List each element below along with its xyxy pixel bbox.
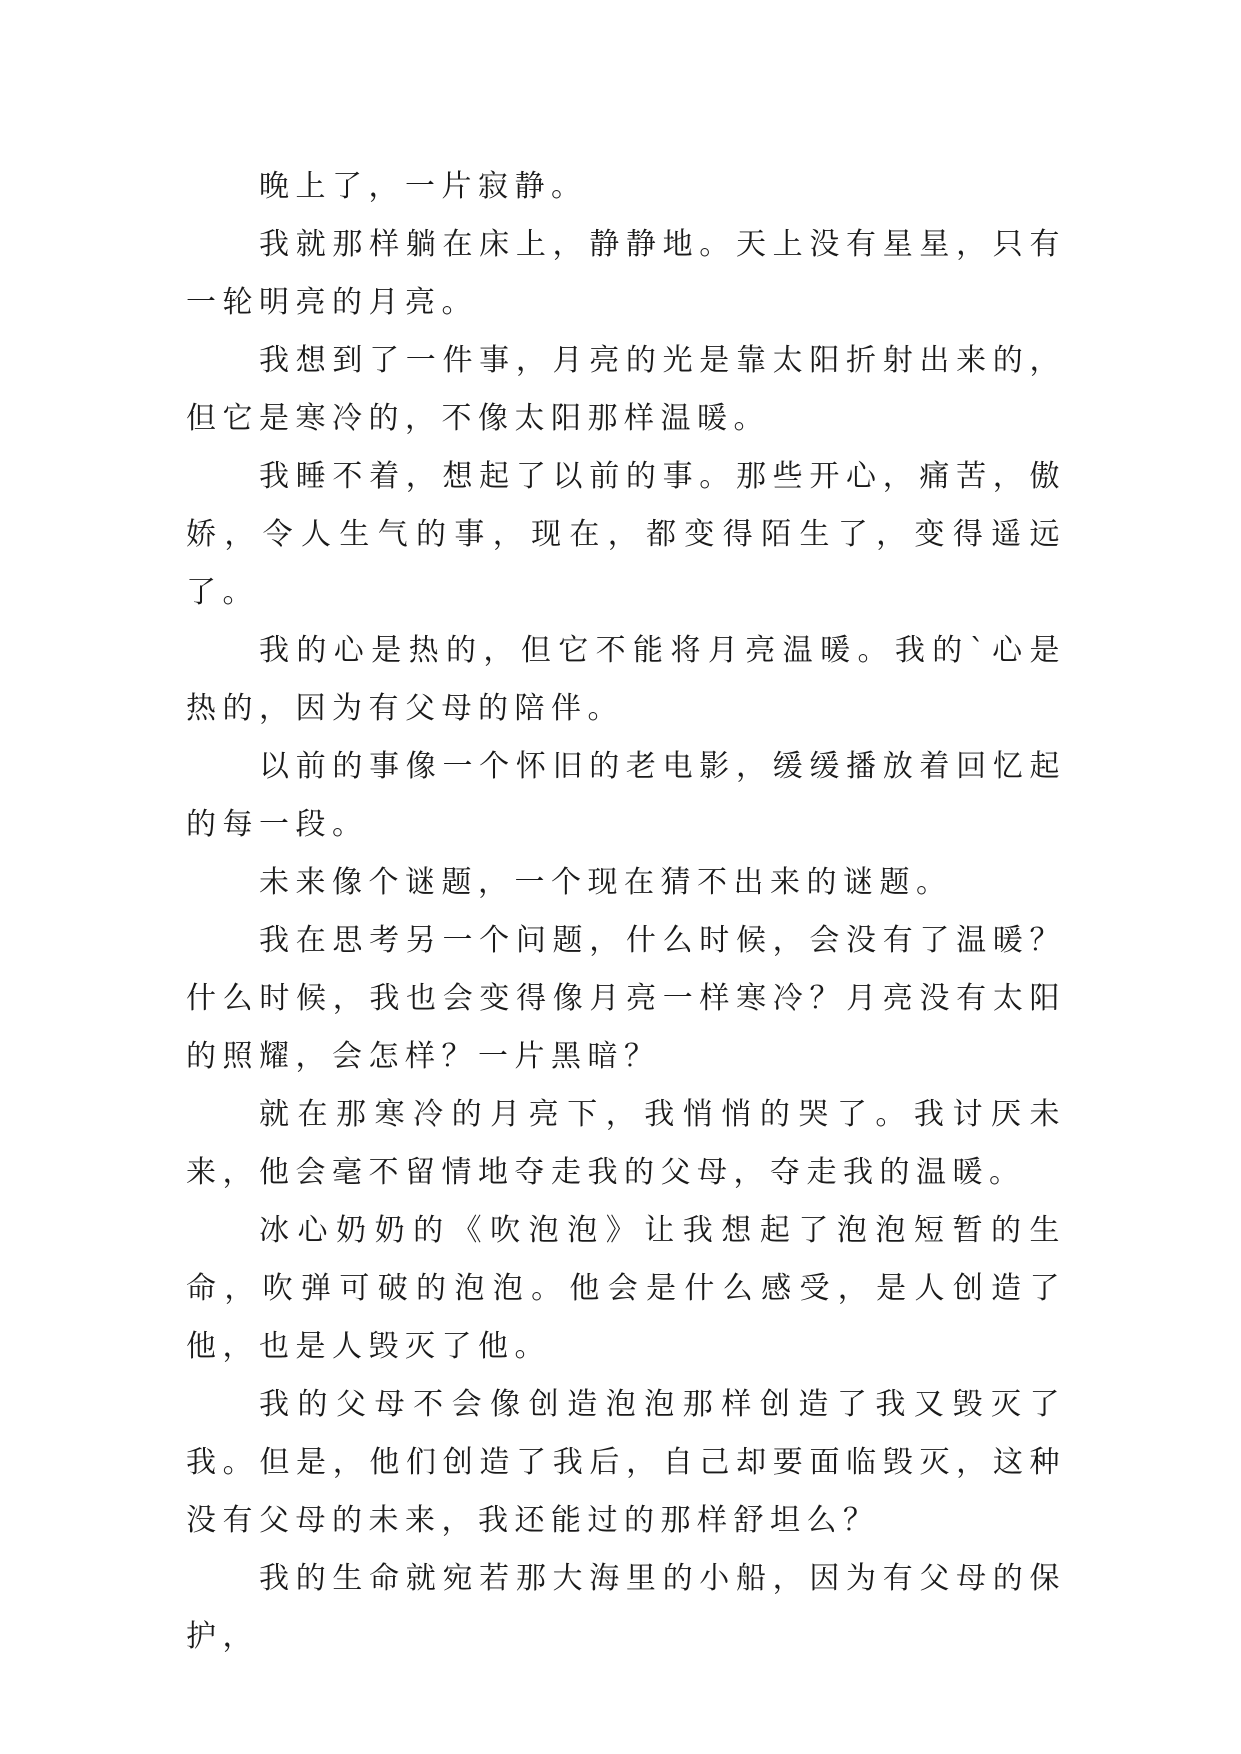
document-body [186,158,1066,1666]
paragraph: 我的心是热的，但它不能将月亮温暖。我的`心是热的，因为有父母的陪伴。 [186,633,1066,726]
paragraph: 以前的事像一个怀旧的老电影，缓缓播放着回忆起的每一段。 [186,749,1066,842]
paragraph: 我的父母不会像创造泡泡那样创造了我又毁灭了我。但是，他们创造了我后，自己却要面临毁灭，这种没有父母的未来，我还能过的那样舒坦么？ [186,1387,1066,1538]
paragraph: 未来像个谜题，一个现在猜不出来的谜题。 [259,865,953,900]
paragraph: 我想到了一件事，月亮的光是靠太阳折射出来的，但它是寒冷的，不像太阳那样温暖。 [186,343,1066,436]
paragraph: 我就那样躺在床上，静静地。天上没有星星，只有一轮明亮的月亮。 [186,227,1066,320]
paragraph: 我睡不着，想起了以前的事。那些开心，痛苦，傲娇，令人生气的事，现在，都变得陌生了，变得遥远了。 [186,459,1066,610]
paragraph: 我的生命就宛若那大海里的小船，因为有父母的保护， [186,1561,1066,1654]
paragraph: 就在那寒冷的月亮下，我悄悄的哭了。我讨厌未来，他会毫不留情地夺走我的父母，夺走我的温暖。 [186,1097,1066,1190]
paragraph: 我在思考另一个问题，什么时候，会没有了温暖？什么时候，我也会变得像月亮一样寒冷？月亮没有太阳的照耀，会怎样？一片黑暗？ [186,923,1066,1074]
paragraph: 冰心奶奶的《吹泡泡》让我想起了泡泡短暂的生命，吹弹可破的泡泡。他会是什么感受，是人创造了他，也是人毁灭了他。 [186,1213,1066,1364]
paragraph: 晚上了，一片寂静。 [259,169,588,204]
